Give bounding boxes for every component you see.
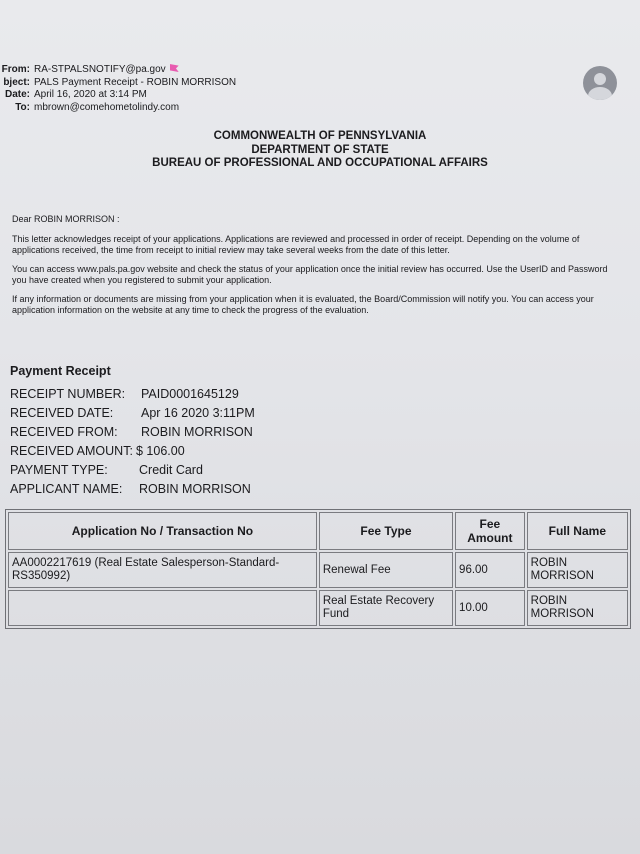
email-date-row bbox=[0, 89, 236, 102]
paragraph-status-access: You can access www.pals.pa.gov website and check the status of your application once the initial review has occurred. Use the UserID and Password you have created when you registered to submit your application. bbox=[12, 264, 608, 285]
receipt-value: $ 106.00 bbox=[136, 444, 185, 458]
receipt-label: APPLICANT NAME: bbox=[10, 482, 123, 496]
header-full-name: Full Name bbox=[527, 512, 628, 550]
email-from[interactable]: RA-STPALSNOTIFY@pa.gov bbox=[34, 64, 166, 75]
receipt-title: Payment Receipt bbox=[10, 364, 111, 378]
letterhead-line-2: DEPARTMENT OF STATE bbox=[251, 143, 389, 156]
payment-receipt bbox=[10, 362, 255, 499]
receipt-label: RECEIVED AMOUNT: bbox=[10, 444, 133, 458]
fees-table bbox=[5, 509, 631, 629]
cell-application-no: AA0002217619 (Real Estate Salesperson-Standard-RS350992) bbox=[8, 552, 317, 588]
email-subject-label: bject: bbox=[3, 76, 30, 88]
cell-fee-type: Renewal Fee bbox=[319, 552, 453, 588]
letterhead-line-3: BUREAU OF PROFESSIONAL AND OCCUPATIONAL AFFAIRS bbox=[152, 157, 488, 169]
cell-fee-type: Real Estate Recovery Fund bbox=[319, 590, 453, 626]
cell-application-no bbox=[8, 590, 317, 626]
avatar-body bbox=[588, 87, 612, 100]
header-application-no: Application No / Transaction No bbox=[8, 512, 317, 550]
email-from-row bbox=[0, 64, 236, 77]
email-to-label: To: bbox=[15, 101, 30, 113]
paragraph-missing-info: If any information or documents are missing from your application when it is evaluated, the Board/Commission will notify you. You can access your application information on the website at any time to check the progress of the evaluation. bbox=[12, 294, 594, 315]
table-header-row bbox=[8, 512, 628, 550]
cell-fee-amount: 10.00 bbox=[455, 590, 525, 626]
letterhead-line-1: COMMONWEALTH OF PENNSYLVANIA bbox=[213, 130, 427, 142]
email-to-row bbox=[0, 102, 236, 115]
receipt-row bbox=[10, 404, 255, 423]
salutation: Dear ROBIN MORRISON : bbox=[12, 214, 120, 224]
receipt-value: Apr 16 2020 3:11PM bbox=[141, 406, 255, 420]
receipt-value: ROBIN MORRISON bbox=[141, 425, 253, 439]
cell-full-name: ROBIN MORRISON bbox=[527, 552, 628, 588]
receipt-value: ROBIN MORRISON bbox=[139, 482, 251, 496]
receipt-row bbox=[10, 461, 255, 480]
receipt-row bbox=[10, 442, 255, 461]
receipt-row bbox=[10, 480, 255, 499]
email-from-label: From: bbox=[1, 64, 30, 75]
receipt-label: RECEIPT NUMBER: bbox=[10, 387, 126, 401]
header-fee-amount: Fee Amount bbox=[455, 512, 525, 550]
receipt-value: PAID0001645129 bbox=[141, 387, 239, 401]
receipt-value: Credit Card bbox=[139, 463, 203, 477]
header-fee-type: Fee Type bbox=[319, 512, 453, 550]
paragraph-acknowledgement: This letter acknowledges receipt of your applications. Applications are reviewed and processed in order of receipt. Depending on the volume of applications received, the time from receipt to initial review may take several weeks from the date of this letter. bbox=[12, 234, 580, 255]
email-subject: PALS Payment Receipt - ROBIN MORRISON bbox=[34, 76, 237, 88]
email-date: April 16, 2020 at 3:14 PM bbox=[34, 89, 147, 100]
table-row bbox=[8, 590, 628, 626]
receipt-row bbox=[10, 385, 255, 404]
receipt-row bbox=[10, 423, 255, 442]
receipt-label: RECEIVED FROM: bbox=[10, 425, 118, 439]
letterhead bbox=[0, 130, 640, 171]
email-header bbox=[0, 64, 236, 114]
table-row bbox=[8, 552, 628, 588]
email-date-label: Date: bbox=[4, 89, 30, 100]
letter-body bbox=[12, 214, 624, 324]
receipt-label: RECEIVED DATE: bbox=[10, 406, 114, 420]
email-to[interactable]: mbrown@comehometolindy.com bbox=[34, 101, 180, 113]
avatar-head bbox=[594, 73, 606, 85]
flag-icon bbox=[170, 64, 179, 72]
receipt-label: PAYMENT TYPE: bbox=[10, 463, 108, 477]
avatar-icon bbox=[583, 66, 617, 100]
cell-fee-amount: 96.00 bbox=[455, 552, 525, 588]
cell-full-name: ROBIN MORRISON bbox=[527, 590, 628, 626]
email-subject-row bbox=[0, 77, 236, 90]
